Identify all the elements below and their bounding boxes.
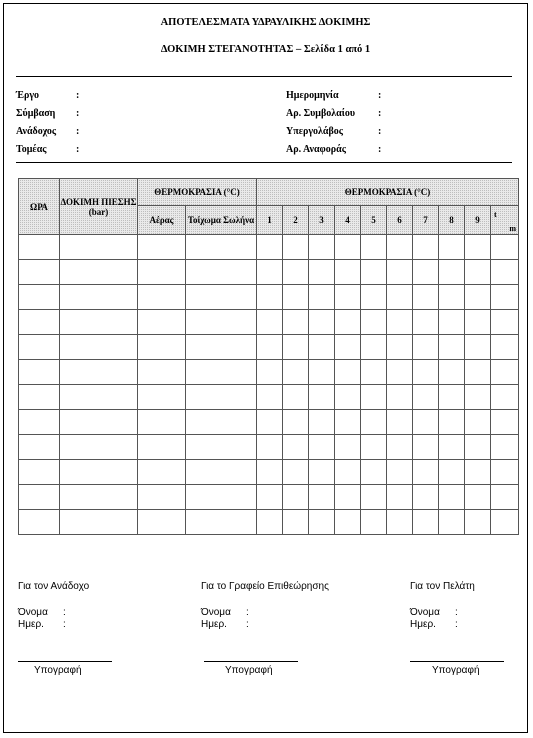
table-cell[interactable] [257, 410, 283, 435]
table-cell[interactable] [186, 410, 257, 435]
table-cell[interactable] [361, 285, 387, 310]
table-row [19, 410, 519, 435]
signature-name-row [18, 607, 66, 618]
info-label: Σύμβαση [16, 108, 56, 119]
table-cell[interactable] [186, 235, 257, 260]
table-cell[interactable] [138, 385, 186, 410]
table-cell[interactable] [138, 235, 186, 260]
table-cell[interactable] [186, 260, 257, 285]
info-colon: : [76, 126, 80, 137]
info-colon: : [76, 144, 80, 155]
table-cell[interactable] [491, 460, 519, 485]
signature-colon: : [63, 619, 66, 630]
table-row [19, 310, 519, 335]
info-colon: : [378, 126, 382, 137]
info-label: Έργο [16, 90, 40, 101]
table-cell[interactable] [60, 310, 138, 335]
table-cell[interactable] [361, 235, 387, 260]
table-cell[interactable] [186, 335, 257, 360]
table-cell[interactable] [19, 260, 60, 285]
table-cell[interactable] [413, 510, 439, 535]
signature-colon: : [455, 619, 458, 630]
table-cell[interactable] [283, 485, 309, 510]
table-cell[interactable] [19, 460, 60, 485]
table-row [19, 360, 519, 385]
table-cell[interactable] [491, 385, 519, 410]
table-cell[interactable] [387, 385, 413, 410]
col-point-header: 4 [335, 206, 361, 235]
col-temp-pipe-header: Τοίχωμα Σωλήνα [186, 206, 257, 235]
info-label: Ανάδοχος [16, 126, 57, 137]
table-cell[interactable] [186, 385, 257, 410]
info-row-reference-no [286, 144, 486, 162]
table-cell[interactable] [439, 435, 465, 460]
table-cell[interactable] [439, 285, 465, 310]
table-cell[interactable] [413, 235, 439, 260]
table-cell[interactable] [465, 435, 491, 460]
table-cell[interactable] [309, 385, 335, 410]
table-cell[interactable] [283, 235, 309, 260]
table-cell[interactable] [491, 510, 519, 535]
table-cell[interactable] [138, 285, 186, 310]
table-cell[interactable] [361, 260, 387, 285]
info-colon: : [76, 90, 80, 101]
table-cell[interactable] [19, 335, 60, 360]
table-cell[interactable] [361, 460, 387, 485]
col-temp-air-header: Αέρας [138, 206, 186, 235]
table-cell[interactable] [19, 360, 60, 385]
table-cell[interactable] [138, 260, 186, 285]
table-cell[interactable] [465, 310, 491, 335]
table-cell[interactable] [465, 360, 491, 385]
table-cell[interactable] [439, 335, 465, 360]
table-cell[interactable] [257, 510, 283, 535]
table-cell[interactable] [335, 435, 361, 460]
table-cell[interactable] [387, 510, 413, 535]
table-cell[interactable] [19, 410, 60, 435]
table-row [19, 260, 519, 285]
table-cell[interactable] [186, 435, 257, 460]
table-cell[interactable] [465, 485, 491, 510]
col-temp-points-header: ΘΕΡΜΟΚΡΑΣΙΑ (°C) [257, 179, 519, 206]
col-point-header: 2 [283, 206, 309, 235]
table-cell[interactable] [413, 260, 439, 285]
info-colon: : [378, 144, 382, 155]
signature-line [204, 661, 298, 662]
table-cell[interactable] [186, 460, 257, 485]
table-cell[interactable] [186, 485, 257, 510]
info-label: Ημερομηνία [286, 90, 339, 101]
signature-label: Υπογραφή [432, 665, 480, 676]
info-row-contractor [16, 126, 216, 144]
table-cell[interactable] [186, 360, 257, 385]
table-cell[interactable] [465, 460, 491, 485]
table-cell[interactable] [413, 485, 439, 510]
signature-date-label: Ημερ. [18, 619, 44, 630]
table-cell[interactable] [60, 410, 138, 435]
table-cell[interactable] [387, 410, 413, 435]
tm-t-label: t [494, 210, 497, 219]
table-row [19, 235, 519, 260]
info-row-sector [16, 144, 216, 162]
table-row [19, 510, 519, 535]
info-colon: : [378, 108, 382, 119]
table-cell[interactable] [19, 510, 60, 535]
table-cell[interactable] [491, 235, 519, 260]
table-cell[interactable] [138, 310, 186, 335]
table-cell[interactable] [60, 510, 138, 535]
signature-label: Υπογραφή [225, 665, 273, 676]
table-cell[interactable] [465, 335, 491, 360]
table-cell[interactable] [19, 235, 60, 260]
table-cell[interactable] [283, 460, 309, 485]
table-cell[interactable] [283, 335, 309, 360]
table-cell[interactable] [257, 360, 283, 385]
info-row-project [16, 90, 216, 108]
signature-date-label: Ημερ. [410, 619, 436, 630]
table-cell[interactable] [60, 335, 138, 360]
table-cell[interactable] [335, 335, 361, 360]
table-cell[interactable] [60, 260, 138, 285]
table-cell[interactable] [491, 335, 519, 360]
table-row [19, 385, 519, 410]
table-cell[interactable] [283, 310, 309, 335]
table-cell[interactable] [361, 485, 387, 510]
table-cell[interactable] [335, 485, 361, 510]
table-cell[interactable] [413, 360, 439, 385]
table-cell[interactable] [387, 335, 413, 360]
divider-bottom [16, 162, 512, 163]
table-cell[interactable] [465, 510, 491, 535]
table-cell[interactable] [257, 335, 283, 360]
info-row-contract [16, 108, 216, 126]
table-cell[interactable] [491, 310, 519, 335]
form-subtitle: ΔΟΚΙΜΗ ΣΤΕΓΑΝΟΤΗΤΑΣ – Σελίδα 1 από 1 [160, 44, 371, 55]
table-cell[interactable] [361, 310, 387, 335]
info-label: Υπεργολάβος [286, 126, 343, 137]
table-cell[interactable] [491, 485, 519, 510]
table-cell[interactable] [283, 285, 309, 310]
info-left-block [16, 90, 216, 162]
table-cell[interactable] [387, 435, 413, 460]
info-colon: : [378, 90, 382, 101]
table-cell[interactable] [335, 260, 361, 285]
table-cell[interactable] [19, 385, 60, 410]
table-cell[interactable] [309, 360, 335, 385]
table-cell[interactable] [283, 435, 309, 460]
table-cell[interactable] [257, 235, 283, 260]
table-row [19, 335, 519, 360]
table-cell[interactable] [491, 435, 519, 460]
col-time-header: ΩΡΑ [19, 179, 60, 235]
signature-block-inspection [201, 581, 381, 681]
form-title: ΑΠΟΤΕΛΕΣΜΑΤΑ ΥΔΡΑΥΛΙΚΗΣ ΔΟΚΙΜΗΣ [160, 17, 371, 28]
table-cell[interactable] [335, 310, 361, 335]
table-cell[interactable] [413, 285, 439, 310]
signature-label: Υπογραφή [34, 665, 82, 676]
signature-heading: Για τον Πελάτη [410, 581, 475, 592]
signature-block-client [410, 581, 520, 681]
info-row-date [286, 90, 486, 108]
table-cell[interactable] [387, 310, 413, 335]
info-label: Τομέας [16, 144, 47, 155]
table-cell[interactable] [387, 485, 413, 510]
table-cell[interactable] [60, 485, 138, 510]
table-cell[interactable] [439, 410, 465, 435]
table-body [19, 235, 519, 535]
signature-colon: : [246, 607, 249, 618]
table-cell[interactable] [138, 510, 186, 535]
table-cell[interactable] [19, 310, 60, 335]
table-cell[interactable] [491, 410, 519, 435]
signature-date-row [410, 619, 458, 630]
table-cell[interactable] [19, 435, 60, 460]
table-cell[interactable] [138, 360, 186, 385]
col-point-header: 8 [439, 206, 465, 235]
table-cell[interactable] [439, 485, 465, 510]
table-cell[interactable] [309, 335, 335, 360]
table-cell[interactable] [413, 385, 439, 410]
table-row [19, 285, 519, 310]
info-colon: : [76, 108, 80, 119]
table-cell[interactable] [491, 285, 519, 310]
table-cell[interactable] [335, 510, 361, 535]
col-point-header: 3 [309, 206, 335, 235]
col-tm-header [491, 206, 519, 235]
table-cell[interactable] [439, 460, 465, 485]
table-cell[interactable] [335, 360, 361, 385]
table-cell[interactable] [283, 510, 309, 535]
col-temp-header: ΘΕΡΜΟΚΡΑΣΙΑ (°C) [138, 179, 257, 206]
table-cell[interactable] [439, 385, 465, 410]
table-cell[interactable] [439, 360, 465, 385]
table-cell[interactable] [60, 235, 138, 260]
table-cell[interactable] [309, 435, 335, 460]
table-cell[interactable] [387, 285, 413, 310]
table-cell[interactable] [257, 285, 283, 310]
tm-m-label: m [509, 224, 516, 233]
table-cell[interactable] [413, 435, 439, 460]
table-cell[interactable] [186, 310, 257, 335]
col-point-header: 5 [361, 206, 387, 235]
table-cell[interactable] [283, 260, 309, 285]
signature-heading: Για το Γραφείο Επιθεώρησης [201, 581, 329, 592]
table-cell[interactable] [60, 460, 138, 485]
table-cell[interactable] [361, 510, 387, 535]
table-cell[interactable] [309, 410, 335, 435]
table-cell[interactable] [335, 410, 361, 435]
table-cell[interactable] [491, 360, 519, 385]
signature-date-row [201, 619, 249, 630]
signature-heading: Για τον Ανάδοχο [18, 581, 90, 592]
table-cell[interactable] [335, 285, 361, 310]
table-cell[interactable] [465, 410, 491, 435]
table-cell[interactable] [361, 435, 387, 460]
table-cell[interactable] [257, 260, 283, 285]
table-cell[interactable] [257, 310, 283, 335]
table-cell[interactable] [257, 460, 283, 485]
table-cell[interactable] [60, 435, 138, 460]
table-cell[interactable] [60, 285, 138, 310]
signature-name-label: Όνομα [410, 607, 440, 618]
table-cell[interactable] [361, 410, 387, 435]
table-cell[interactable] [138, 435, 186, 460]
signature-name-label: Όνομα [201, 607, 231, 618]
signature-name-label: Όνομα [18, 607, 48, 618]
table-cell[interactable] [387, 360, 413, 385]
table-cell[interactable] [491, 260, 519, 285]
table-row [19, 485, 519, 510]
table-cell[interactable] [257, 435, 283, 460]
col-pressure-header: ΔΟΚΙΜΗ ΠΙΕΣΗΣ (bar) [60, 179, 138, 235]
table-cell[interactable] [465, 385, 491, 410]
table-cell[interactable] [361, 385, 387, 410]
table-cell[interactable] [439, 310, 465, 335]
table-cell[interactable] [257, 385, 283, 410]
col-point-header: 9 [465, 206, 491, 235]
table-cell[interactable] [309, 485, 335, 510]
table-cell[interactable] [283, 385, 309, 410]
signature-colon: : [63, 607, 66, 618]
table-cell[interactable] [309, 235, 335, 260]
signature-block-contractor [18, 581, 188, 681]
form-page [3, 3, 528, 733]
table-cell[interactable] [465, 260, 491, 285]
table-cell[interactable] [335, 235, 361, 260]
signature-colon: : [246, 619, 249, 630]
table-cell[interactable] [60, 385, 138, 410]
table-cell[interactable] [138, 335, 186, 360]
table-cell[interactable] [439, 260, 465, 285]
table-row [19, 435, 519, 460]
table-cell[interactable] [138, 485, 186, 510]
info-row-subcontractor [286, 126, 486, 144]
table-cell[interactable] [283, 360, 309, 385]
table-cell[interactable] [257, 485, 283, 510]
table-cell[interactable] [309, 510, 335, 535]
table-cell[interactable] [309, 260, 335, 285]
table-cell[interactable] [186, 285, 257, 310]
table-cell[interactable] [335, 460, 361, 485]
table-cell[interactable] [413, 410, 439, 435]
table-cell[interactable] [335, 385, 361, 410]
info-label: Αρ. Αναφοράς [286, 144, 346, 155]
table-cell[interactable] [387, 235, 413, 260]
table-cell[interactable] [361, 335, 387, 360]
table-cell[interactable] [413, 310, 439, 335]
col-point-header: 6 [387, 206, 413, 235]
table-cell[interactable] [60, 360, 138, 385]
divider-top [16, 76, 512, 77]
table-cell[interactable] [309, 310, 335, 335]
table-cell[interactable] [465, 235, 491, 260]
table-cell[interactable] [439, 235, 465, 260]
table-row [19, 460, 519, 485]
table-cell[interactable] [19, 285, 60, 310]
table-cell[interactable] [361, 360, 387, 385]
table-cell[interactable] [439, 510, 465, 535]
info-label: Αρ. Συμβολαίου [286, 108, 356, 119]
table-cell[interactable] [138, 410, 186, 435]
table-cell[interactable] [465, 285, 491, 310]
signature-date-row [18, 619, 66, 630]
signature-line [410, 661, 504, 662]
col-point-header: 1 [257, 206, 283, 235]
table-cell[interactable] [387, 460, 413, 485]
table-cell[interactable] [309, 285, 335, 310]
table-cell[interactable] [283, 410, 309, 435]
table-cell[interactable] [387, 260, 413, 285]
table-cell[interactable] [138, 460, 186, 485]
signature-name-row [410, 607, 458, 618]
table-cell[interactable] [19, 485, 60, 510]
signature-line [18, 661, 112, 662]
test-results-table [18, 178, 519, 535]
info-row-agreement-no [286, 108, 486, 126]
table-cell[interactable] [413, 460, 439, 485]
signature-name-row [201, 607, 249, 618]
table-cell[interactable] [413, 335, 439, 360]
col-point-header: 7 [413, 206, 439, 235]
table-cell[interactable] [186, 510, 257, 535]
info-right-block [286, 90, 486, 162]
table-cell[interactable] [309, 460, 335, 485]
signature-date-label: Ημερ. [201, 619, 227, 630]
signature-colon: : [455, 607, 458, 618]
